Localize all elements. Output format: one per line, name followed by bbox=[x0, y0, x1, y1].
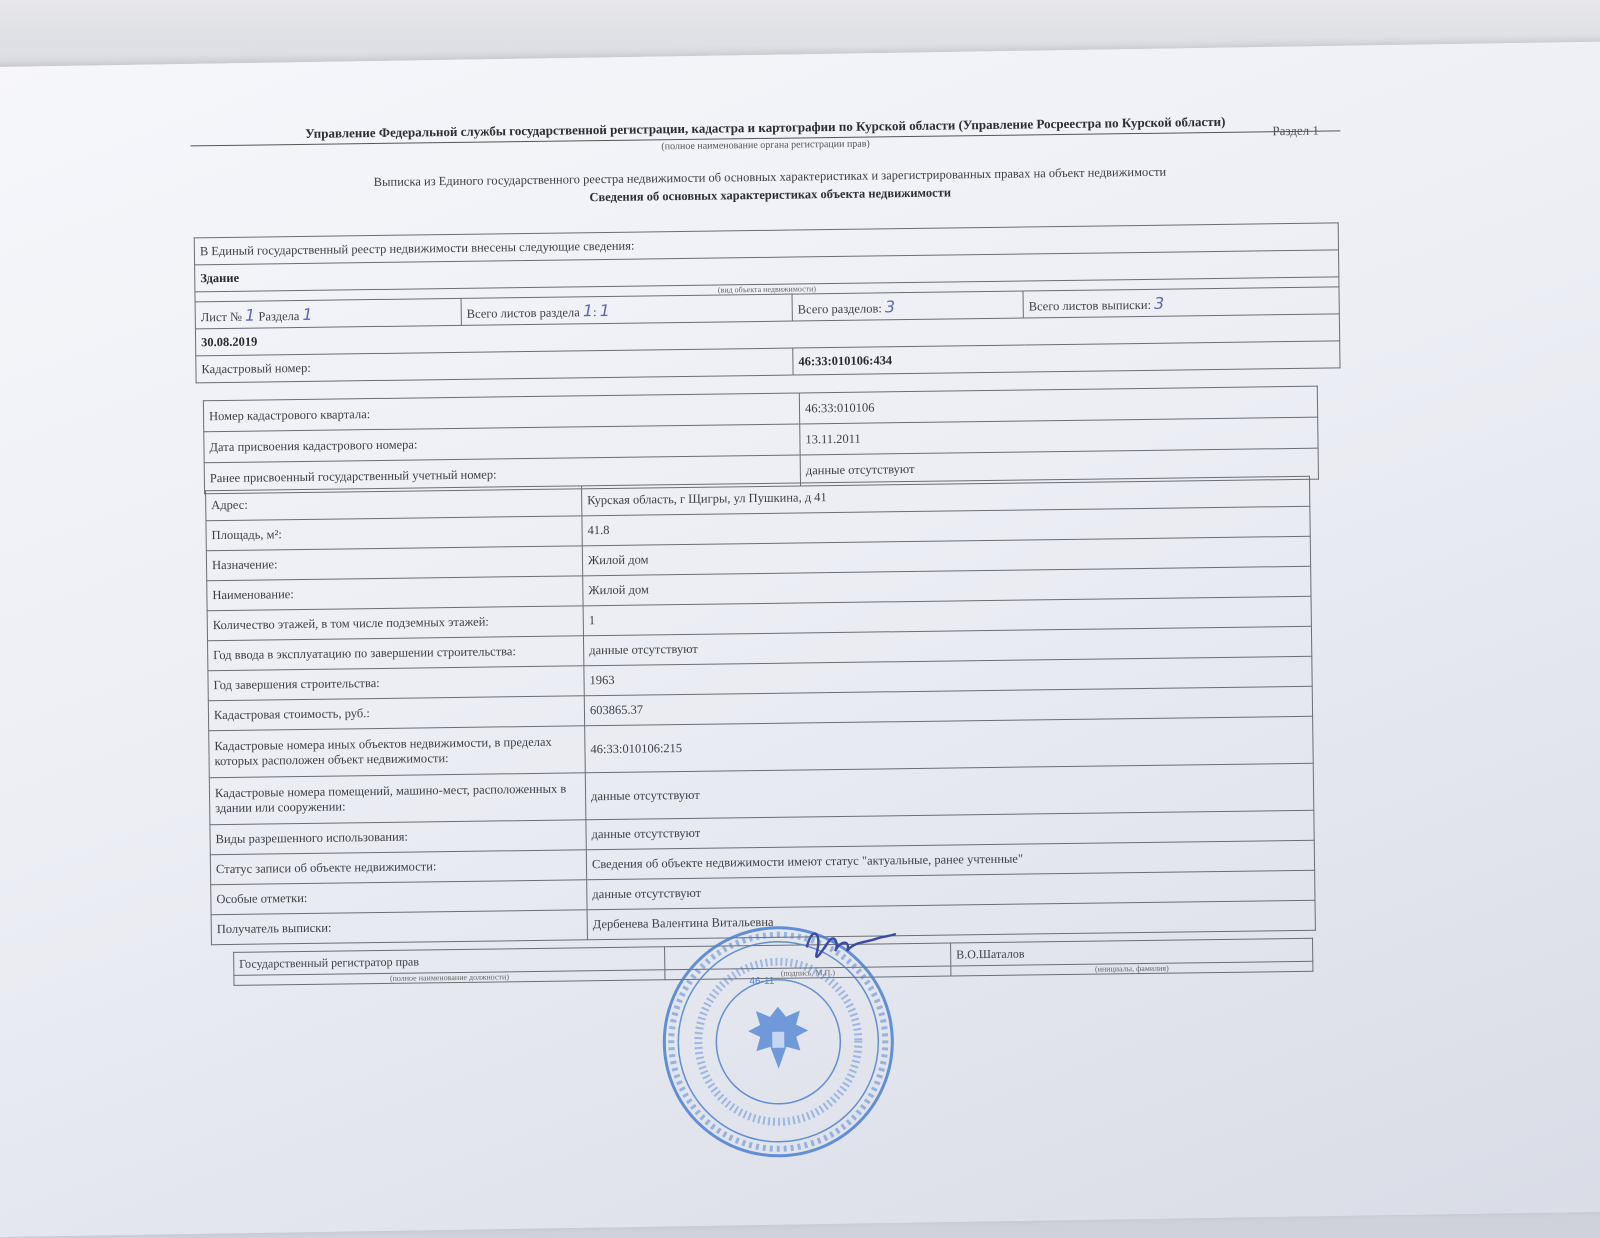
sheet-label: Лист № bbox=[200, 309, 243, 324]
row-label: Год ввода в эксплуатацию по завершении строительства: bbox=[208, 636, 584, 671]
total-pages-cell bbox=[1023, 287, 1339, 318]
row-value: Дербенева Валентина Витальевна bbox=[587, 900, 1315, 940]
total-sheets-value: 1 bbox=[599, 300, 610, 320]
row-value: данные отсутствуют bbox=[585, 763, 1314, 820]
total-sheets-cell: Всего листов раздела 1: 1 bbox=[461, 294, 792, 325]
row-value: Сведения об объекте недвижимости имеют статус "актуальные, ранее учтенные" bbox=[586, 840, 1314, 880]
section-label: Раздел 1 bbox=[1272, 122, 1320, 139]
agency-name: Управление Федеральной службы государственной регистрации, кадастра и картографии по Курской области (Управление Росреестра по Курской области) bbox=[190, 112, 1340, 146]
row-value: 1963 bbox=[584, 656, 1312, 696]
eagle-emblem-icon bbox=[748, 1006, 809, 1069]
row-label: Статус записи об объекте недвижимости: bbox=[210, 850, 586, 885]
object-type: Здание bbox=[195, 250, 1339, 292]
total-sections-value: 3 bbox=[884, 296, 896, 316]
row-value: Жилой дом bbox=[582, 536, 1310, 576]
row-label: Площадь, м²: bbox=[206, 516, 582, 551]
row-value: Жилой дом bbox=[583, 566, 1311, 606]
row-label: Кадастровые номера помещений, машино-мест, расположенных в здании или сооружении: bbox=[209, 773, 586, 825]
characteristics-table bbox=[205, 476, 1316, 945]
signature-note: (подпись, М.П.) bbox=[665, 966, 951, 980]
row-label: Год завершения строительства: bbox=[208, 666, 584, 701]
document-title: Выписка из Единого государственного реестра недвижимости об основных характеристиках и зарегистрированных правах на объект недвижимости bbox=[373, 164, 1167, 190]
razdel-number: 1 bbox=[302, 304, 313, 324]
row-value: данные отсутствуют bbox=[587, 870, 1315, 910]
registrar-name: В.О.Шаталов bbox=[951, 938, 1313, 966]
row-value: 1 bbox=[583, 596, 1311, 636]
row-value: 46:33:010106:215 bbox=[585, 716, 1314, 773]
row-label: Особые отметки: bbox=[211, 880, 587, 915]
row-value: Курская область, г Щигры, ул Пушкина, д 41 bbox=[582, 476, 1310, 516]
row-value: 46:33:010106 bbox=[799, 386, 1317, 424]
row-label: Количество этажей, в том числе подземных этажей: bbox=[207, 606, 583, 641]
total-sheets-label: Всего листов раздела bbox=[466, 304, 580, 321]
cadastral-number: 46:33:010106:434 bbox=[793, 341, 1340, 375]
sheet-number-cell bbox=[195, 298, 461, 328]
row-label: Номер кадастрового квартала: bbox=[203, 393, 799, 432]
row-label: Назначение: bbox=[206, 546, 582, 581]
row-value: данные отсутствуют bbox=[586, 810, 1314, 850]
object-type-note: (вид объекта недвижимости) bbox=[195, 277, 1339, 302]
row-label: Адрес: bbox=[206, 486, 582, 521]
registrar-position: Государственный регистратор прав bbox=[234, 947, 665, 976]
row-label: Получатель выписки: bbox=[211, 910, 587, 945]
total-sections-cell bbox=[792, 291, 1023, 321]
document-subtitle: Сведения об основных характеристиках объекта недвижимости bbox=[589, 185, 952, 205]
intro-text: В Единый государственный реестр недвижимости внесены следующие сведения: bbox=[194, 223, 1338, 265]
extract-date: 30.08.2019 bbox=[195, 314, 1339, 356]
row-label: Кадастровая стоимость, руб.: bbox=[208, 696, 584, 731]
row-label: Наименование: bbox=[207, 576, 583, 611]
row-value: данные отсутствуют bbox=[583, 626, 1311, 666]
row-value: 13.11.2011 bbox=[800, 417, 1318, 455]
row-label: Кадастровые номера иных объектов недвижимости, в пределах которых расположен объект недвижимости: bbox=[209, 726, 586, 778]
stamp-center-text: 46-11 bbox=[749, 975, 775, 988]
cadastral-label: Кадастровый номер: bbox=[196, 348, 793, 383]
sheet-number: 1 bbox=[244, 305, 256, 325]
total-sections-label: Всего разделов: bbox=[797, 300, 882, 316]
razdel-label: Раздела bbox=[258, 308, 300, 324]
name-note: (инициалы, фамилия) bbox=[951, 961, 1313, 976]
row-value: 603865.37 bbox=[584, 686, 1312, 726]
header-table bbox=[194, 222, 1341, 383]
row-label: Дата присвоения кадастрового номера: bbox=[204, 424, 800, 463]
agency-note: (полное наименование органа регистрации прав) bbox=[661, 138, 870, 153]
total-pages-value: 3 bbox=[1153, 293, 1165, 313]
total-pages-label: Всего листов выписки: bbox=[1028, 297, 1152, 313]
total-sheets-razdel: 1 bbox=[582, 300, 594, 320]
row-value: данные отсутствуют bbox=[800, 448, 1318, 486]
row-label: Ранее присвоенный государственный учетный номер: bbox=[204, 455, 800, 494]
official-stamp bbox=[657, 920, 920, 1163]
position-note: (полное наименование должности) bbox=[234, 970, 665, 986]
row-value: 41.8 bbox=[582, 506, 1310, 546]
row-label: Виды разрешенного использования: bbox=[210, 820, 586, 855]
